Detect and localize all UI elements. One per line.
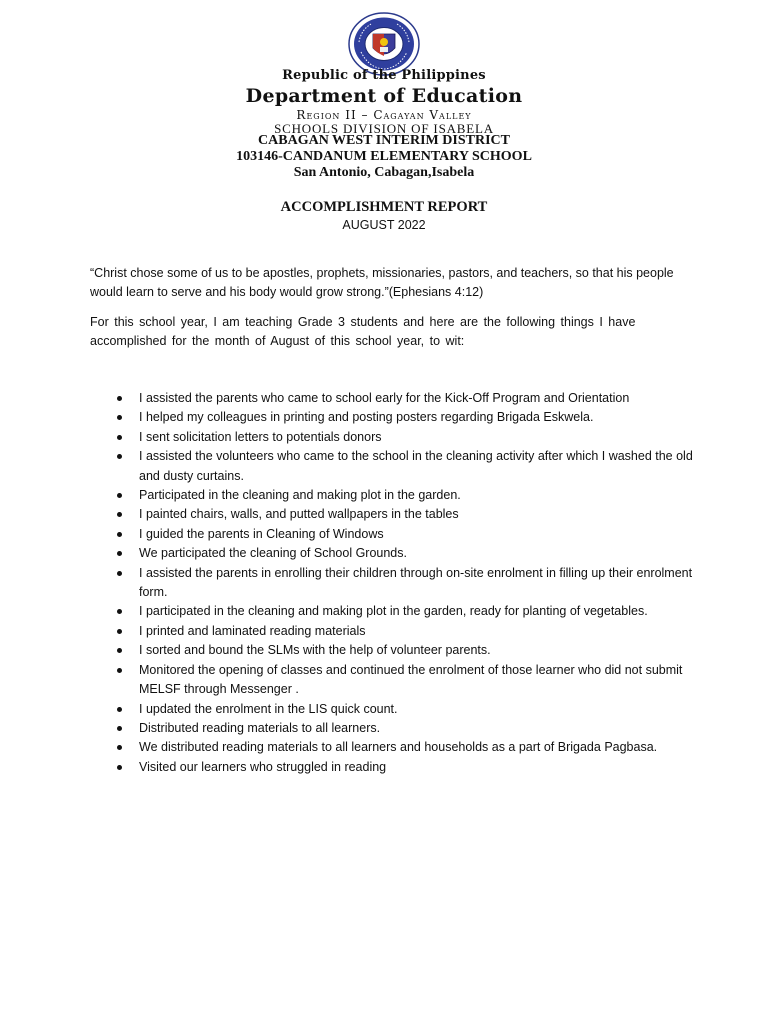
district-line: CABAGAN WEST INTERIM DISTRICT bbox=[258, 133, 510, 148]
list-item: I assisted the parents who came to school early for the Kick-Off Program and Orientation bbox=[114, 389, 694, 408]
bible-verse: “Christ chose some of us to be apostles, prophets, missionaries, pastors, and teachers, so that his people would learn to serve and his body would grow strong.”(Ephesians 4:12) bbox=[90, 266, 674, 299]
school-name: 103146-CANDANUM ELEMENTARY SCHOOL bbox=[236, 149, 532, 164]
list-item: I guided the parents in Cleaning of Windows bbox=[114, 525, 694, 544]
school-address: San Antonio, Cabagan,Isabela bbox=[293, 165, 475, 180]
list-item: I updated the enrolment in the LIS quick count. bbox=[114, 700, 694, 719]
list-item: I sorted and bound the SLMs with the help of volunteer parents. bbox=[114, 641, 694, 660]
list-item: We participated the cleaning of School Grounds. bbox=[114, 544, 694, 563]
list-item: I helped my colleagues in printing and posting posters regarding Brigada Eskwela. bbox=[114, 408, 694, 427]
list-item: I printed and laminated reading materials bbox=[114, 622, 694, 641]
list-item: I assisted the parents in enrolling their children through on-site enrolment in filling up their enrolment form. bbox=[114, 564, 694, 603]
list-item: I painted chairs, walls, and putted wallpapers in the tables bbox=[114, 505, 694, 524]
report-title: ACCOMPLISHMENT REPORT bbox=[280, 199, 488, 215]
intro-paragraph: For this school year, I am teaching Grade 3 students and here are the following things I have accomplished for the month of August of this school year, to wit: bbox=[90, 315, 636, 348]
list-item: Distributed reading materials to all learners. bbox=[114, 719, 694, 738]
list-item: I assisted the volunteers who came to the school in the cleaning activity after which I washed the old and dusty curtains. bbox=[114, 447, 694, 486]
deped-seal-logo bbox=[347, 12, 421, 76]
list-item: Participated in the cleaning and making plot in the garden. bbox=[114, 486, 694, 505]
list-item: I participated in the cleaning and making plot in the garden, ready for planting of vegetables. bbox=[114, 602, 694, 621]
republic-line: Republic of the Philippines bbox=[282, 68, 486, 83]
seal-icon bbox=[347, 12, 421, 76]
report-month: AUGUST 2022 bbox=[342, 218, 426, 232]
accomplishment-list bbox=[114, 389, 694, 777]
list-item: I sent solicitation letters to potentials donors bbox=[114, 428, 694, 447]
list-item: We distributed reading materials to all learners and households as a part of Brigada Pagbasa. bbox=[114, 738, 694, 757]
list-item: Monitored the opening of classes and continued the enrolment of those learner who did not submit MELSF through Messenger . bbox=[114, 661, 694, 700]
region-line: Region II – Cagayan Valley bbox=[296, 108, 472, 122]
list-item: Visited our learners who struggled in reading bbox=[114, 758, 694, 777]
division-line: SCHOOLS DIVISION OF ISABELA bbox=[274, 121, 494, 136]
department-name: Department of Education bbox=[245, 85, 523, 107]
